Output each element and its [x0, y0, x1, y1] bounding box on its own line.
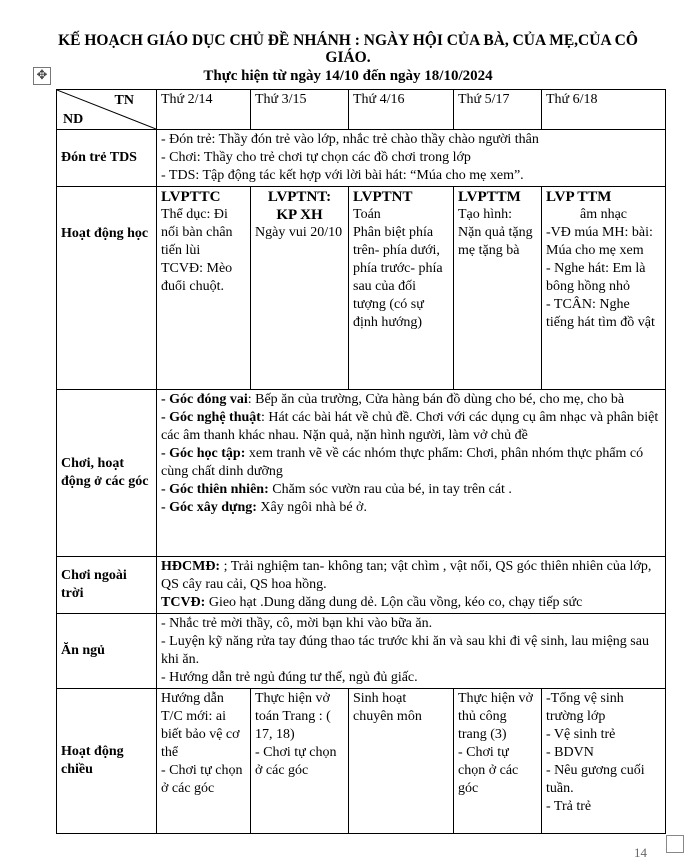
chieu-fri-line: - Vệ sinh trẻ [546, 727, 616, 742]
hdh-mon [157, 187, 251, 390]
chieu-tue-line: Thực hiện vở toán Trang : ( 17, 18) [255, 691, 331, 742]
goc-item-title: - Góc đóng vai [161, 392, 248, 407]
goc-item [161, 409, 661, 445]
hdh-tue [251, 187, 349, 390]
an-ngu-line: - Luyện kỹ năng rửa tay đúng thao tác trước khi ăn và sau khi đi vệ sinh, lau miệng sau khi ăn. [161, 634, 649, 667]
row-label-hoat-dong-chieu: Hoạt động chiều [57, 689, 157, 834]
document-title: KẾ HOẠCH GIÁO DỤC CHỦ ĐỀ NHÁNH : NGÀY HỘI CỦA BÀ, CỦA MẸ,CỦA CÔ GIÁO. [58, 32, 638, 66]
hdh-mon-head: LVPTTC [161, 189, 221, 205]
hdh-wed [349, 187, 454, 390]
header-tn: TN [114, 93, 134, 108]
hdh-wed-line: Phân biệt phía trên- phía dưới, phía trước- phía sau của đối tượng (có sự định hướng) [353, 225, 443, 330]
row-choi-ngoai [57, 557, 666, 614]
hdh-tue-head: LVPTNT: [267, 189, 332, 205]
ngoai-item [161, 558, 661, 594]
row-hoat-dong-chieu [57, 689, 666, 834]
header-row [57, 90, 666, 130]
hdh-thu [454, 187, 542, 390]
hdh-fri-subhead: âm nhạc [579, 207, 628, 222]
don-tre-content [157, 130, 666, 187]
row-an-ngu [57, 614, 666, 689]
chieu-fri-line: - BDVN [546, 745, 594, 760]
hdh-fri [542, 187, 666, 390]
ngoai-item-title: HĐCMĐ: [161, 559, 221, 574]
chieu-tue-line: - Chơi tự chọn ở các góc [255, 745, 337, 778]
header-day-mon: Thứ 2/14 [157, 90, 251, 130]
goc-item-text: xem tranh vẽ về các nhóm thực phẩm: Chơi, phân nhóm thực phẩm có cùng chất dinh dưỡng [161, 446, 644, 479]
chieu-fri-line: -Tổng vệ sinh trường lớp [546, 691, 624, 724]
row-don-tre [57, 130, 666, 187]
chieu-wed-line: Sinh hoạt chuyên môn [353, 691, 422, 724]
chieu-fri-line: - Nêu gương cuối tuần. [546, 763, 645, 796]
header-day-fri: Thứ 6/18 [542, 90, 666, 130]
chieu-mon-line: Hướng dẫn T/C mới: ai biết bảo vệ cơ thể [161, 691, 240, 760]
chieu-thu-line: Thực hiện vở thủ công trang (3) [458, 691, 533, 742]
chieu-mon-line: - Chơi tự chọn ở các góc [161, 763, 243, 796]
ngoai-item-text: ; Trải nghiệm tan- không tan; vật chìm , vật nổi, QS góc thiên nhiên của lớp, QS cây rau cải, QS hoa hồng. [161, 559, 652, 592]
header-day-wed: Thứ 4/16 [349, 90, 454, 130]
goc-item [161, 391, 661, 409]
table-move-handle-icon[interactable]: ✥ [33, 67, 51, 85]
an-ngu-line: - Nhắc trẻ mời thầy, cô, mời bạn khi vào bữa ăn. [161, 616, 433, 631]
choi-ngoai-content [157, 557, 666, 614]
hdh-fri-line: -VĐ múa MH: bài: Múa cho mẹ xem [546, 225, 653, 258]
hdh-fri-head: LVP TTM [546, 189, 612, 205]
goc-item [161, 499, 661, 517]
don-tre-line: - Đón trẻ: Thầy đón trẻ vào lớp, nhắc trẻ chào thầy chào người thân [161, 132, 539, 147]
goc-item-title: - Góc thiên nhiên: [161, 482, 269, 497]
row-label-an-ngu: Ăn ngủ [57, 614, 157, 689]
goc-item [161, 481, 661, 499]
row-label-don-tre: Đón trẻ TDS [57, 130, 157, 187]
header-nd: ND [63, 112, 84, 127]
choi-goc-content [157, 390, 666, 557]
page-number: 14 [634, 845, 647, 860]
don-tre-line: - Chơi: Thầy cho trẻ chơi tự chọn các đồ chơi trong lớp [161, 150, 471, 165]
ngoai-item-title: TCVĐ: [161, 595, 206, 610]
don-tre-line: - TDS: Tập động tác kết hợp với lời bài hát: “Múa cho mẹ xem”. [161, 168, 524, 183]
chieu-wed [349, 689, 454, 834]
row-hoat-dong-hoc [57, 187, 666, 390]
chieu-tue [251, 689, 349, 834]
goc-item-title: - Góc nghệ thuật [161, 410, 261, 425]
goc-item-title: - Góc xây dựng: [161, 500, 257, 515]
chieu-thu-line: - Chơi tự chọn ở các góc [458, 745, 519, 796]
hdh-wed-head: LVPTNT [353, 189, 413, 205]
goc-item [161, 445, 661, 481]
row-label-hoat-dong-hoc: Hoạt động học [57, 187, 157, 390]
hdh-wed-line: Toán [353, 207, 381, 222]
goc-item-title: - Góc học tập: [161, 446, 246, 461]
hdh-tue-subhead: KP XH [276, 207, 323, 223]
hdh-tue-line: Ngày vui 20/10 [255, 225, 343, 240]
plan-table [56, 89, 666, 834]
row-choi-goc [57, 390, 666, 557]
header-day-tue: Thứ 3/15 [251, 90, 349, 130]
chieu-fri-line: - Trả trẻ [546, 799, 592, 814]
header-corner-cell [57, 90, 157, 130]
document-subtitle: Thực hiện từ ngày 14/10 đến ngày 18/10/2024 [203, 68, 493, 84]
hdh-mon-line: TCVĐ: Mèo đuổi chuột. [161, 261, 233, 294]
row-label-choi-goc: Chơi, hoạt động ở các góc [57, 390, 157, 557]
goc-item-text: : Hát các bài hát về chủ đề. Chơi với các dụng cụ âm nhạc và phân biệt các âm thanh khác nhau. Nặn quả, nặn hình người, làm vở chủ đề [161, 410, 659, 443]
chieu-mon [157, 689, 251, 834]
chieu-fri [542, 689, 666, 834]
hdh-thu-line: Tạo hình: Nặn quả tặng mẹ tặng bà [458, 207, 533, 258]
table-resize-handle-icon[interactable] [666, 835, 684, 853]
hdh-thu-head: LVPTTM [458, 189, 521, 205]
ngoai-item-text: Gieo hạt .Dung dăng dung dẻ. Lộn cầu vồng, kéo co, chạy tiếp sức [205, 595, 583, 610]
an-ngu-content [157, 614, 666, 689]
row-label-choi-ngoai: Chơi ngoài trời [57, 557, 157, 614]
hdh-fri-line: - Nghe hát: Em là bông hồng nhỏ [546, 261, 646, 294]
header-day-thu: Thứ 5/17 [454, 90, 542, 130]
hdh-fri-line: - TCÂN: Nghe tiếng hát tìm đồ vật [546, 297, 655, 330]
goc-item-text: Chăm sóc vườn rau của bé, in tay trên cát . [268, 482, 512, 497]
goc-item-text: : Bếp ăn của trường, Cửa hàng bán đồ dùng cho bé, cho mẹ, cho bà [247, 392, 625, 407]
chieu-thu [454, 689, 542, 834]
hdh-mon-line: Thể dục: Đi nối bàn chân tiến lùi [161, 207, 233, 258]
an-ngu-line: - Hướng dẫn trẻ ngủ đúng tư thế, ngủ đủ giấc. [161, 670, 418, 685]
goc-item-text: Xây ngôi nhà bé ở. [256, 500, 367, 515]
ngoai-item [161, 594, 661, 612]
